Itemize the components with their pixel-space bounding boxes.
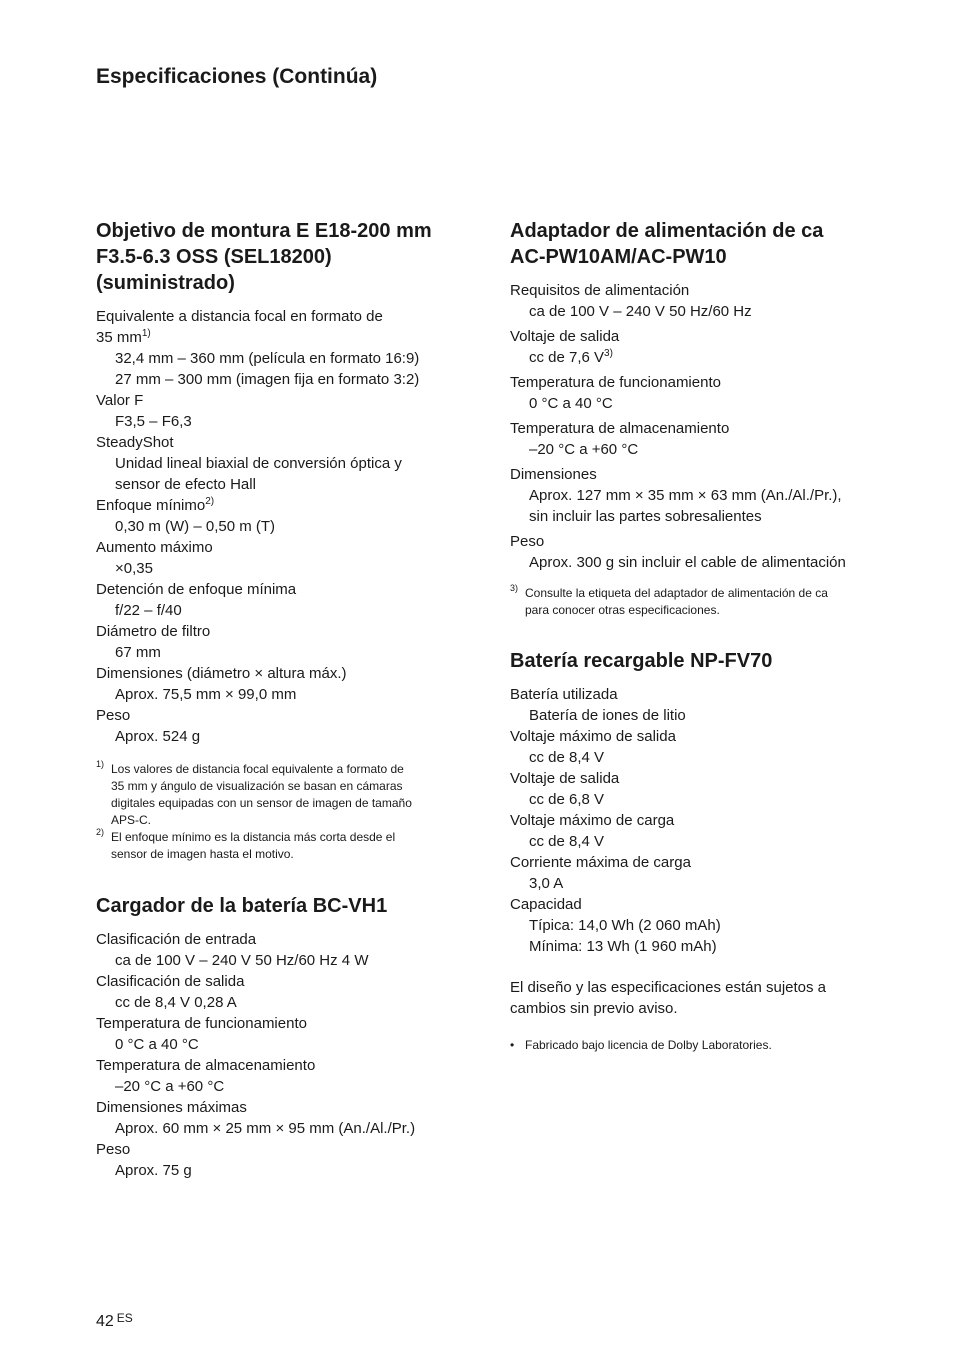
spec-label: Corriente máxima de carga: [510, 854, 691, 871]
spec-label: Dimensiones máximas: [96, 1099, 247, 1116]
spec-group: [510, 531, 890, 573]
spec-group: [510, 464, 890, 527]
left-column: [96, 218, 466, 1181]
footnote: [510, 585, 890, 619]
lens-title-line: F3.5-6.3 OSS (SEL18200): [96, 246, 332, 268]
footnote: [96, 829, 466, 863]
spec-label: Detención de enfoque mínima: [96, 581, 297, 598]
spec-value: 3,0 A: [529, 875, 564, 892]
page-number: 42: [96, 1313, 114, 1330]
spec-label: Diámetro de filtro: [96, 623, 211, 640]
spec-label: Dimensiones (diámetro × altura máx.): [96, 665, 347, 682]
spec-label: [96, 327, 466, 348]
battery-section: [510, 648, 890, 957]
lens-footnotes: [96, 761, 466, 863]
spec-label: SteadyShot: [96, 434, 174, 451]
spec-value: [510, 347, 890, 368]
spec-value: Aprox. 300 g sin incluir el cable de alimentación: [529, 554, 846, 571]
spec-value: sensor de efecto Hall: [115, 476, 256, 493]
footnote-ref: 2): [205, 496, 215, 507]
spec-group: [510, 372, 890, 414]
lens-section: [96, 218, 466, 863]
adapter-section: [510, 218, 890, 619]
spec-value: Aprox. 75,5 mm × 99,0 mm: [115, 686, 297, 703]
spec-label: Voltaje máximo de salida: [510, 728, 676, 745]
notice-line: El diseño y las especificaciones están sujetos a: [510, 979, 827, 996]
spec-label: Capacidad: [510, 896, 582, 913]
license-bullet: [510, 1037, 890, 1054]
lens-title-line: Objetivo de montura E E18-200 mm: [96, 220, 432, 242]
spec-value: 0 °C a 40 °C: [529, 395, 613, 412]
spec-value: Aprox. 75 g: [115, 1162, 192, 1179]
footnote-mark: 3): [510, 583, 519, 593]
spec-group: [510, 280, 890, 322]
spec-label: Batería utilizada: [510, 686, 618, 703]
spec-value: ca de 100 V – 240 V 50 Hz/60 Hz 4 W: [115, 952, 369, 969]
spec-value: Unidad lineal biaxial de conversión óptica y: [115, 455, 402, 472]
spec-label: Clasificación de entrada: [96, 931, 257, 948]
spec-label: Aumento máximo: [96, 539, 213, 556]
spec-value: Aprox. 127 mm × 35 mm × 63 mm (An./Al./Pr.),: [529, 487, 842, 504]
spec-label: Peso: [510, 533, 545, 550]
spec-label-text: 35 mm: [96, 329, 142, 346]
adapter-footnotes: [510, 585, 890, 619]
spec-label: Temperatura de almacenamiento: [510, 420, 730, 437]
spec-label: Temperatura de funcionamiento: [96, 1015, 307, 1032]
spec-value: Típica: 14,0 Wh (2 060 mAh): [529, 917, 721, 934]
language-code: ES: [116, 1311, 133, 1325]
adapter-title-line: AC-PW10AM/AC-PW10: [510, 246, 727, 268]
spec-value: Aprox. 60 mm × 25 mm × 95 mm (An./Al./Pr.): [115, 1120, 416, 1137]
spec-value: –20 °C a +60 °C: [529, 441, 639, 458]
spec-value: 0,30 m (W) – 0,50 m (T): [115, 518, 276, 535]
spec-value: 32,4 mm – 360 mm (película en formato 16:9): [115, 350, 420, 367]
footnote-line: El enfoque mínimo es la distancia más corta desde el: [111, 830, 396, 844]
spec-label: [96, 495, 466, 516]
lens-title-line: (suministrado): [96, 272, 235, 294]
adapter-section-title: [510, 218, 890, 270]
spec-value: f/22 – f/40: [115, 602, 182, 619]
spec-group: [510, 418, 890, 460]
spec-label: Peso: [96, 1141, 131, 1158]
charger-section-title: Cargador de la batería BC-VH1: [96, 895, 388, 917]
footnote-line: sensor de imagen hasta el motivo.: [111, 847, 294, 861]
spec-value: 67 mm: [115, 644, 161, 661]
spec-value: Aprox. 524 g: [115, 728, 201, 745]
spec-label-text: Enfoque mínimo: [96, 497, 206, 514]
spec-value: 0 °C a 40 °C: [115, 1036, 199, 1053]
spec-label: Voltaje de salida: [510, 328, 620, 345]
spec-label: Requisitos de alimentación: [510, 282, 690, 299]
footnote: [96, 761, 466, 829]
bullet-icon: •: [510, 1038, 515, 1052]
page-title: Especificaciones (Continúa): [96, 65, 378, 88]
notice-line: cambios sin previo aviso.: [510, 1000, 678, 1017]
adapter-title-line: Adaptador de alimentación de ca: [510, 220, 824, 242]
spec-value: sin incluir las partes sobresalientes: [529, 508, 762, 525]
footnote-mark: 1): [96, 759, 105, 769]
battery-section-title: Batería recargable NP-FV70: [510, 650, 773, 672]
page-footer: [96, 1308, 133, 1332]
footnote-line: para conocer otras especificaciones.: [525, 603, 720, 617]
spec-value: ca de 100 V – 240 V 50 Hz/60 Hz: [529, 303, 752, 320]
footnote-ref: 1): [141, 328, 151, 339]
spec-label: Peso: [96, 707, 131, 724]
footnote-line: Los valores de distancia focal equivalente a formato de: [111, 762, 404, 776]
bullet-text: Fabricado bajo licencia de Dolby Laboratories.: [525, 1038, 772, 1052]
footnote-ref: 3): [604, 348, 613, 359]
lens-section-title: [96, 218, 466, 296]
spec-label: Temperatura de funcionamiento: [510, 374, 721, 391]
spec-label: Dimensiones: [510, 466, 597, 483]
notice-paragraph: [510, 977, 890, 1019]
spec-label: Voltaje máximo de carga: [510, 812, 675, 829]
spec-label: Temperatura de almacenamiento: [96, 1057, 316, 1074]
spec-label: Voltaje de salida: [510, 770, 620, 787]
spec-value: F3,5 – F6,3: [115, 413, 192, 430]
spec-value: –20 °C a +60 °C: [115, 1078, 225, 1095]
right-column: [510, 218, 890, 1054]
spec-value: ×0,35: [115, 560, 153, 577]
footnote-line: APS-C.: [111, 813, 152, 827]
footnote-line: 35 mm y ángulo de visualización se basan en cámaras: [111, 779, 403, 793]
spec-value: Mínima: 13 Wh (1 960 mAh): [529, 938, 717, 955]
spec-value: cc de 8,4 V: [529, 749, 605, 766]
spec-value-text: cc de 7,6 V: [529, 349, 605, 366]
footnote-line: digitales equipadas con un sensor de imagen de tamaño: [111, 796, 412, 810]
spec-value: cc de 8,4 V 0,28 A: [115, 994, 237, 1011]
spec-label: Equivalente a distancia focal en formato de: [96, 308, 383, 325]
footnote-line: Consulte la etiqueta del adaptador de alimentación de ca: [525, 586, 828, 600]
charger-section: [96, 893, 466, 1181]
spec-label: Clasificación de salida: [96, 973, 245, 990]
spec-value: 27 mm – 300 mm (imagen fija en formato 3:2): [115, 371, 420, 388]
spec-value: Batería de iones de litio: [529, 707, 686, 724]
spec-group: [510, 326, 890, 368]
spec-value: cc de 8,4 V: [529, 833, 605, 850]
spec-value: cc de 6,8 V: [529, 791, 605, 808]
spec-label: Valor F: [96, 392, 144, 409]
footnote-mark: 2): [96, 827, 105, 837]
